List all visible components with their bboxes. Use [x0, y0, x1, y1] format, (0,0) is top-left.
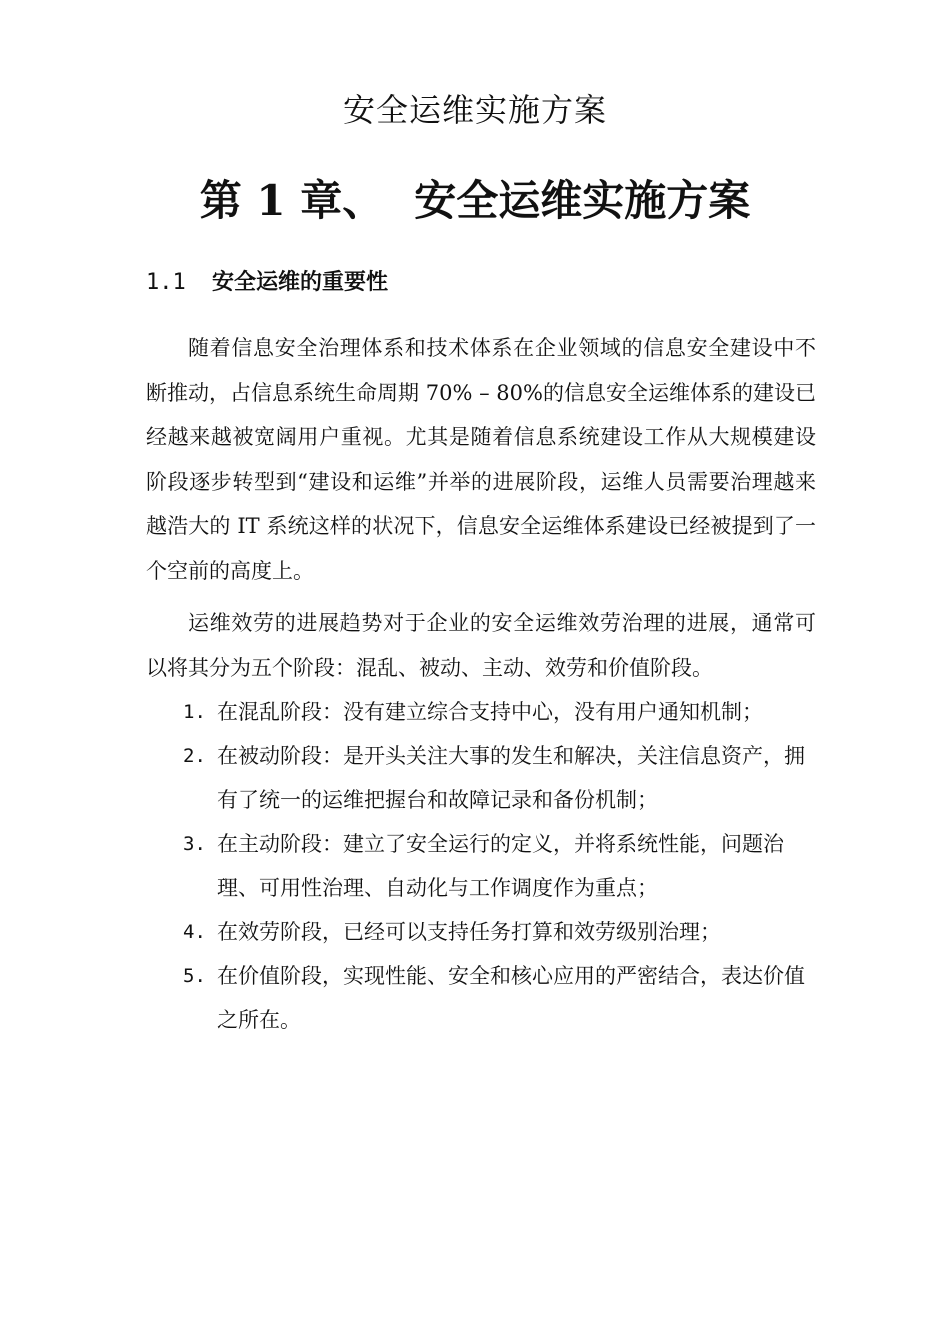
list-item-text: 在混乱阶段：没有建立综合支持中心，没有用户通知机制；	[217, 700, 763, 724]
list-item	[183, 822, 813, 910]
list-item	[183, 690, 813, 734]
list-item-text: 在主动阶段：建立了安全运行的定义，并将系统性能，问题治理、可用性治理、自动化与工作调度作为重点；	[217, 832, 784, 900]
chapter-label: 第 1 章、	[199, 176, 385, 225]
list-item	[183, 910, 813, 954]
document-title: 安全运维实施方案	[342, 91, 607, 129]
section-title: 安全运维的重要性	[212, 269, 389, 295]
paragraph-importance: 随着信息安全治理体系和技术体系在企业领域的信息安全建设中不断推动，占信息系统生命周期 70% – 80%的信息安全运维体系的建设已经越来越被宽阔用户重视。尤其是随着信息系统建设工作从大规模建设阶段逐步转型到“建设和运维”并举的进展阶段，运维人员需要治理越来越浩大的 IT 系统这样的状况下，信息安全运维体系建设已经被提到了一个空前的高度上。	[146, 336, 816, 583]
list-item	[183, 734, 813, 822]
list-item-text: 在被动阶段：是开头关注大事的发生和解决，关注信息资产，拥有了统一的运维把握台和故障记录和备份机制；	[217, 744, 805, 812]
list-marker: 5.	[183, 965, 206, 987]
chapter-title: 安全运维实施方案	[414, 176, 751, 225]
section-number: 1.1	[146, 270, 186, 295]
chapter-heading	[0, 172, 950, 230]
section-heading	[146, 265, 806, 300]
list-marker: 3.	[183, 833, 206, 855]
list-item	[183, 954, 813, 1042]
list-marker: 1.	[183, 701, 206, 723]
list-marker: 4.	[183, 921, 206, 943]
stages-list	[183, 690, 813, 1042]
list-marker: 2.	[183, 745, 206, 767]
paragraph-stages-intro: 运维效劳的进展趋势对于企业的安全运维效劳治理的进展，通常可以将其分为五个阶段：混乱、被动、主动、效劳和价值阶段。	[146, 611, 816, 680]
list-item-text: 在效劳阶段，已经可以支持任务打算和效劳级别治理；	[217, 920, 721, 944]
list-item-text: 在价值阶段，实现性能、安全和核心应用的严密结合，表达价值之所在。	[217, 964, 805, 1032]
